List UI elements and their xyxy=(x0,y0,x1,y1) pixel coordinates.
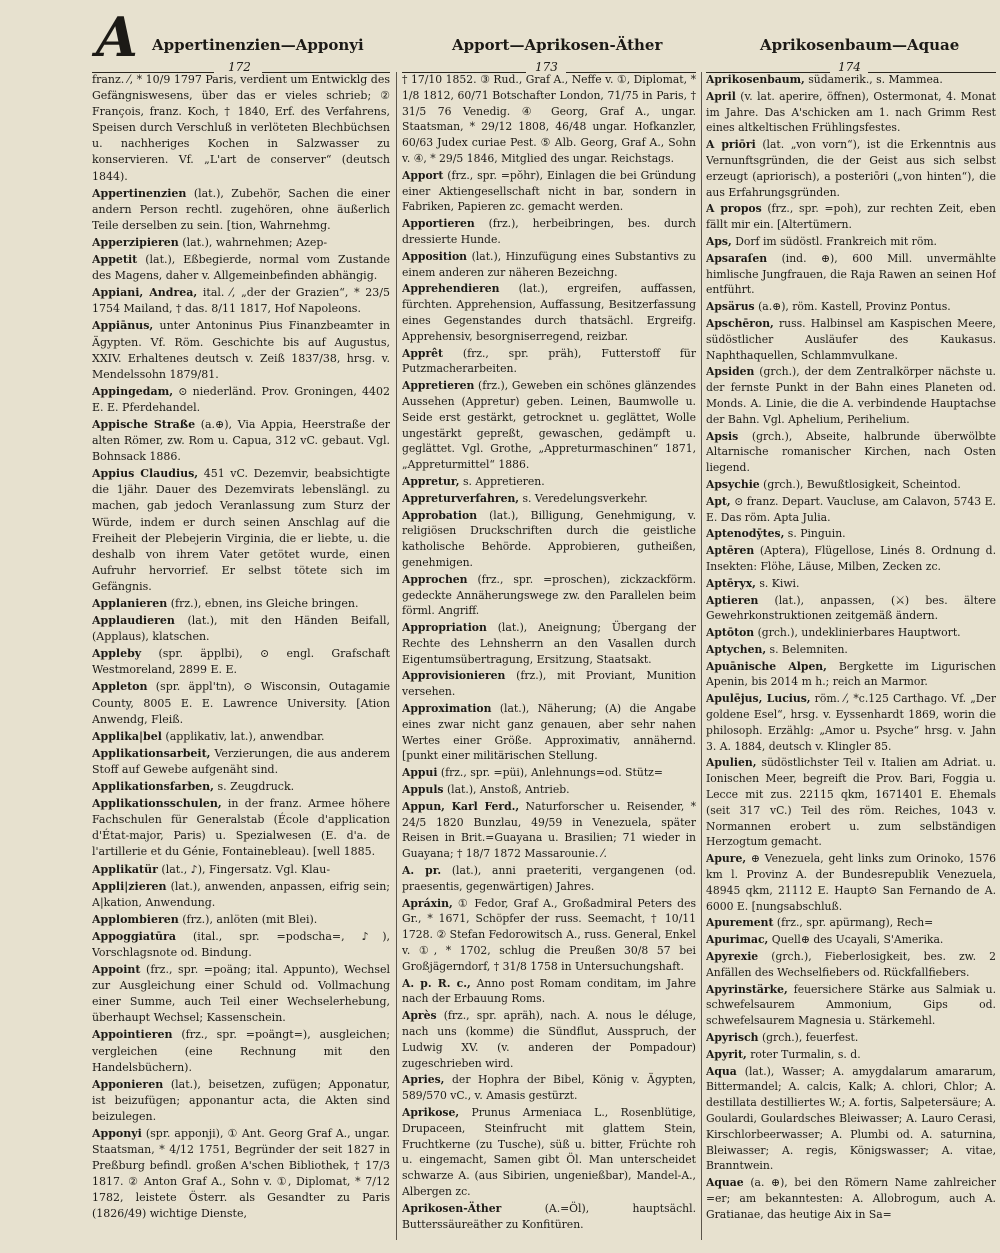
entry-definition: (lat.), wahrnehmen; Azep- xyxy=(182,235,328,249)
entry-definition: (grch.), Fieberlosigkeit, bes. zw. 2 Anfällen des Wechselfiebers od. Rückfallfiebers. xyxy=(706,950,996,979)
dictionary-entry xyxy=(92,862,390,878)
dictionary-entry xyxy=(706,201,996,233)
column-right xyxy=(706,72,996,1240)
entry-headword: Aquae xyxy=(706,1176,744,1190)
right-running-head: Aprikosenbaum—Aquae xyxy=(760,36,960,54)
dictionary-entry xyxy=(402,668,696,700)
entry-definition: (spr. äppl'tn), ⊙ Wisconsin, Outagamie County, 8005 E. E. Lawrence University. [Ation Anwendg, Fleiß. xyxy=(92,680,390,726)
entry-definition: röm. ⁄, *c.125 Carthago. Vf. „Der goldene Esel“, hrsg. v. Eyssenhardt 1869, worin die philosoph. Erzählg: „Amor u. Psyche“ hrsg. v. Jahn 3. A. 1884, deutsch v. Klingler 85. xyxy=(706,692,996,753)
column-divider xyxy=(396,72,397,1240)
left-running-head: Appertinenzien—Apponyi xyxy=(152,36,364,54)
section-letter: A xyxy=(96,5,138,69)
entry-definition: (grch.), feuerfest. xyxy=(761,1031,859,1045)
dictionary-entry xyxy=(92,72,390,185)
entry-headword: Apsychie xyxy=(706,477,760,491)
entry-definition: (A.=Öl), hauptsächl. Butterssäureäther zu Konfitüren. xyxy=(402,1201,696,1231)
entry-definition: s. Pinguin. xyxy=(787,527,846,541)
dictionary-entry xyxy=(706,593,996,625)
entry-headword: Apt, xyxy=(706,494,731,508)
entry-headword: Apure, xyxy=(706,852,747,866)
entry-headword: Aptychen, xyxy=(706,642,767,656)
entry-definition: (lat.), Billigung, Genehmigung, v. religiösen Druckschriften durch die geistliche katholische Behörde. Approbieren, gutheißen, genehmigen. xyxy=(402,508,696,569)
dictionary-entry xyxy=(706,251,996,298)
dictionary-entry xyxy=(706,1064,996,1175)
entry-definition: Verzierungen, die aus anderem Stoff auf Gewebe aufgenäht sind. xyxy=(92,746,390,776)
entry-headword: Apprêt xyxy=(402,346,444,360)
dictionary-entry xyxy=(706,1030,996,1046)
entry-headword: Aptōton xyxy=(706,626,755,640)
entry-headword: Apries, xyxy=(402,1073,445,1087)
dictionary-entry xyxy=(402,782,696,798)
entry-headword: Aqua xyxy=(706,1064,737,1078)
entry-headword: Approximation xyxy=(402,702,492,716)
entry-definition: (lat.), anpassen, (⚔) bes. ältere Gewehrkonstruktionen zeitgemäß ändern. xyxy=(706,593,996,623)
dictionary-entry xyxy=(706,234,996,250)
dictionary-entry xyxy=(402,216,696,248)
entry-definition: s. Appretieren. xyxy=(462,474,545,488)
entry-definition: (grch.), Abseite, halbrunde überwölbte Altarnische romanischer Kirchen, nach Osten liegend. xyxy=(706,429,996,475)
entry-definition: (Aptera), Flügellose, Linés 8. Ordnung d. Insekten: Flöhe, Läuse, Milben, Zecken zc. xyxy=(706,544,996,573)
dictionary-entry xyxy=(402,1008,696,1071)
dictionary-entry xyxy=(706,659,996,691)
column-left xyxy=(92,72,390,1240)
entry-definition: (frz.), herbeibringen, bes. durch dressierte Hunde. xyxy=(402,217,696,246)
entry-definition: (grch.), undeklinierbares Hauptwort. xyxy=(757,626,961,640)
entry-headword: Apponieren xyxy=(92,1077,164,1091)
dictionary-entry xyxy=(706,625,996,641)
entry-definition: (grch.), Bewußtlosigkeit, Scheintod. xyxy=(763,477,961,491)
entry-headword: Appun, Karl Ferd., xyxy=(402,799,520,813)
entry-definition: Bergkette im Ligurischen Apenin, bis 2014 m h.; reich an Marmor. xyxy=(706,659,996,689)
entry-definition: roter Turmalin, s. d. xyxy=(750,1047,861,1061)
entry-headword: Apulējus, Lucius, xyxy=(706,692,811,706)
dictionary-entry xyxy=(92,746,390,778)
entry-definition: (lat.), anni praeteriti, vergangenen (od. praesentis, gegenwärtigen) Jahres. xyxy=(402,864,696,893)
entry-headword: Apport xyxy=(402,168,444,182)
dictionary-entry xyxy=(706,932,996,948)
entry-headword: Appreturverfahren, xyxy=(402,491,520,505)
dictionary-entry xyxy=(706,576,996,592)
page-number-center: 173 xyxy=(535,60,558,74)
entry-definition: Dorf im südöstl. Frankreich mit röm. xyxy=(735,234,937,248)
dictionary-entry xyxy=(92,318,390,382)
entry-definition: 451 vC. Dezemvir, beabsichtigte die 1jähr. Dauer des Dezemvirats lebenslängl. zu machen, gab jedoch Veranlassung zum Sturz der Würde, indem er durch seinen Anschlag auf die Freiheit der Plebejerin Virginia, die er liebte, u. die deshalb von ihrem Vater getötet wurde, einen Aufruhr hervorrief. Er selbst tötete sich im Gefängnis. xyxy=(92,467,390,593)
entry-definition: (spr. apponji), ① Ant. Georg Graf A., ungar. Staatsman, * 4/12 1751, Begründer der seit 1827 in Preßburg befindl. großen A'schen Bibliothek, † 17/3 1817. ② Anton Graf A., Sohn v. ①, Diplomat, * 7/12 1782, leistete Österr. als Gesandter zu Paris (1826/49) wichtige Dienste, xyxy=(92,1127,390,1221)
dictionary-entry xyxy=(706,642,996,658)
entry-definition: (frz., spr. apräh), nach. A. nous le déluge, nach uns (komme) die Sündflut, Ausspruch, der Ludwig XV. (v. anderen der Pompadour) zugeschrieben wird. xyxy=(402,1009,696,1070)
dictionary-entry xyxy=(92,384,390,416)
dictionary-entry xyxy=(706,364,996,427)
dictionary-entry xyxy=(92,186,390,234)
entry-headword: Aprikose, xyxy=(402,1106,460,1119)
entry-definition: (frz., spr. apürmang), Rech= xyxy=(776,916,934,930)
entry-headword: Appoggiatūra xyxy=(92,929,176,943)
entry-headword: Apsärus xyxy=(706,300,755,314)
entry-headword: Aptieren xyxy=(706,593,759,607)
entry-headword: Appointieren xyxy=(92,1028,173,1042)
entry-definition: (frz.), anlöten (mit Blei). xyxy=(182,912,318,926)
dictionary-entry xyxy=(402,249,696,281)
entry-definition: (lat. „von vorn“), ist die Erkenntnis aus Vernunftsgründen, die der Geist aus sich selbst erzeugt (apriorisch), a posteriōri („von hinten“), die aus Erfahrungsgründen. xyxy=(706,138,996,199)
entry-headword: Apsaraſen xyxy=(706,251,768,265)
page-number-left: 172 xyxy=(228,60,251,74)
entry-definition: (frz., spr. =poängt=), ausgleichen; vergleichen (eine Rechnung mit den Handelsbüchern). xyxy=(92,1028,390,1074)
entry-definition: (frz., spr. =püi), Anlehnungs=od. Stütz= xyxy=(440,766,663,780)
dictionary-entry xyxy=(706,429,996,476)
entry-definition: (a.⊕), röm. Kastell, Provinz Pontus. xyxy=(758,300,951,314)
entry-headword: A. p. R. c., xyxy=(402,976,471,990)
entry-headword: Apurimac, xyxy=(706,933,769,947)
entry-headword: Appingedam, xyxy=(92,384,174,398)
entry-headword: Apyrisch xyxy=(706,1031,759,1045)
dictionary-entry xyxy=(402,1105,696,1200)
entry-definition: (a.⊕), Via Appia, Heerstraße der alten Römer, zw. Rom u. Capua, 312 vC. gebaut. Vgl. Bohnsack 1886. xyxy=(92,417,390,464)
entry-headword: Applika|bel xyxy=(92,729,162,743)
entry-definition: (lat.), mit den Händen Beifall, (Applaus), klatschen. xyxy=(92,614,390,644)
entry-headword: Apperzipieren xyxy=(92,235,179,249)
entry-definition: (frz., spr. =proschen), zickzackförm. gedeckte Annäherungswege zw. den Parallelen beim förml. Angriff. xyxy=(402,572,696,618)
entry-definition: unter Antoninus Pius Finanzbeamter in Ägypten. Vf. Röm. Geschichte bis auf Augustus, XXIV. Erhaltenes deutsch v. Zeiß 1837/38, hrsg. v. Mendelssohn 1879/81. xyxy=(92,319,390,381)
dictionary-entry xyxy=(706,299,996,315)
dictionary-entry xyxy=(92,466,390,595)
dictionary-entry xyxy=(92,879,390,911)
entry-headword: Apulien, xyxy=(706,756,757,770)
entry-definition: russ. Halbinsel am Kaspischen Meere, südöstlicher Ausläufer des Kaukasus. Naphthaquellen, Schlammvulkane. xyxy=(706,316,996,362)
dictionary-entry xyxy=(92,417,390,465)
entry-headword: Approbation xyxy=(402,508,478,522)
entry-headword: Applombieren xyxy=(92,912,179,926)
entry-headword: Appropriation xyxy=(402,621,487,635)
entry-definition: Naturforscher u. Reisender, * 24/5 1820 Bunzlau, 49/59 in Venezuela, später Reisen in Brit.=Guayana u. Brasilien; 71 wieder in Guayana; † 18/7 1872 Massarounie. ⁄. xyxy=(402,799,696,861)
entry-definition: Prunus Armeniaca L., Rosenblütige, Drupaceen, Steinfrucht mit glattem Stein, Fruchtkerne (zu Tusche), süß u. bitter, Früchte roh u. eingemacht, Samen gibt Öl. Man unterscheidet schwarze A. (aus Sibirien, ungenießbar), Mandel-A., Albergen zc. xyxy=(402,1106,696,1198)
dictionary-entry xyxy=(402,572,696,619)
entry-headword: Apsiden xyxy=(706,365,755,379)
entry-headword: Apurement xyxy=(706,916,774,930)
entry-definition: (lat.), beisetzen, zufügen; Apponatur, ist beizufügen; apponantur acta, die Akten sind beizulegen. xyxy=(92,1077,390,1123)
entry-headword: Apuānische Alpen, xyxy=(706,659,827,673)
dictionary-entry xyxy=(402,799,696,862)
entry-headword: Appertinenzien xyxy=(92,186,187,200)
entry-definition: (frz., spr. =pŏhr), Einlagen die bei Gründung einer Aktiengesellschaft nicht in bar, sondern in Fabriken, Papieren zc. gemacht werden. xyxy=(402,168,696,214)
dictionary-entry xyxy=(706,1175,996,1222)
entry-headword: Appoint xyxy=(92,963,141,977)
entry-definition: Quell⊕ des Ucayali, S'Amerika. xyxy=(771,933,944,947)
entry-definition: ⊙ niederländ. Prov. Groningen, 4402 E. E. Pferdehandel. xyxy=(92,384,390,414)
entry-headword: Applikationsschulen, xyxy=(92,797,222,811)
entry-definition: (lat.), anwenden, anpassen, eifrig sein; A|kation, Anwendung. xyxy=(92,879,390,909)
entry-headword: Aptēryx, xyxy=(706,576,756,590)
entry-definition: (v. lat. aperire, öffnen), Ostermonat, 4. Monat im Jahre. Das A'schicken am 1. nach Grimm Rest eines altkeltischen Frühlingsfestes. xyxy=(706,89,996,135)
entry-headword: Appleton xyxy=(92,680,148,694)
dictionary-entry xyxy=(92,235,390,251)
entry-definition: (frz., spr. =poh), zur rechten Zeit, eben fällt mir ein. [Altertümern. xyxy=(706,202,996,232)
dictionary-entry xyxy=(706,477,996,493)
entry-headword: Appretieren xyxy=(402,379,475,393)
dictionary-entry xyxy=(92,613,390,645)
entry-headword: Appui xyxy=(402,766,438,780)
dictionary-entry xyxy=(706,543,996,575)
entry-definition: ital. ⁄, „der der Grazien“, * 23/5 1754 Mailand, † das. 8/11 1817, Hof Napoleons. xyxy=(92,286,390,316)
dictionary-entry xyxy=(402,168,696,215)
dictionary-entry xyxy=(92,285,390,317)
entry-definition: (a. ⊕), bei den Römern Name zahlreicher =er; am bekanntesten: A. Allobrogum, auch A. Gratianae, das heutige Aix in Sa= xyxy=(706,1176,996,1221)
dictionary-entry xyxy=(92,1126,390,1223)
entry-headword: Appretur, xyxy=(402,474,460,488)
entry-definition: südamerik., s. Mammea. xyxy=(808,73,943,86)
entry-headword: Aprikosen-Äther xyxy=(402,1201,502,1215)
entry-headword: April xyxy=(706,89,736,103)
entry-headword: Apyrexie xyxy=(706,950,759,964)
entry-headword: Approvisionieren xyxy=(402,669,506,683)
dictionary-entry xyxy=(706,72,996,88)
entry-headword: Apponyi xyxy=(92,1127,142,1140)
entry-headword: Aps, xyxy=(706,234,732,248)
dictionary-entry xyxy=(92,779,390,795)
entry-definition: (spr. äpplbi), ⊙ engl. Grafschaft Westmoreland, 2899 E. E. xyxy=(92,647,390,677)
entry-definition: (grch.), der dem Zentralkörper nächste u. der fernste Punkt in der Bahn eines Planeten od. Monds. A. Linie, die die A. verbindende Hauptachse der Bahn. Vgl. Aphelium, Perihelium. xyxy=(706,365,996,426)
entry-headword: Appleby xyxy=(92,647,142,661)
entry-headword: Appli|zieren xyxy=(92,879,167,893)
entry-headword: Apschēron, xyxy=(706,316,774,330)
entry-headword: Aptēren xyxy=(706,544,755,558)
dictionary-entry xyxy=(92,679,390,727)
dictionary-entry xyxy=(92,729,390,745)
dictionary-entry xyxy=(706,316,996,363)
dictionary-entry xyxy=(402,765,696,781)
entry-definition: s. Zeugdruck. xyxy=(217,780,295,794)
dictionary-entry xyxy=(92,912,390,928)
entry-definition: franz. ⁄, * 10/9 1797 Paris, verdient um Entwicklg des Gefängniswesens, über das er vieles schrieb; ② François, franz. Koch, † 1840, Erf. des Verfahrens, Speisen durch Verschluß in verlöteten Blechbüchsen u. nachheriges Kochen in Salzwasser zu konservieren. Vf. „L'art de conserver“ (deutsch 1844). xyxy=(92,73,390,183)
entry-headword: Appiānus, xyxy=(92,319,154,333)
dictionary-entry xyxy=(706,949,996,981)
dictionary-entry xyxy=(92,929,390,961)
dictionary-entry xyxy=(402,1201,696,1233)
dictionary-entry xyxy=(402,976,696,1008)
entry-headword: Après xyxy=(402,1009,437,1023)
entry-headword: Aptenodȳtes, xyxy=(706,527,785,541)
dictionary-entry xyxy=(402,474,696,490)
dictionary-entry xyxy=(706,851,996,914)
entry-headword: Applaudieren xyxy=(92,614,175,628)
entry-headword: A. pr. xyxy=(402,864,442,878)
entry-definition: (lat.), Näherung; (A) die Angabe eines zwar nicht ganz genauen, aber sehr nahen Wertes einer Größe. Approximativ, annähernd. [punkt einer militärischen Stellung. xyxy=(402,702,696,763)
dictionary-entry xyxy=(706,89,996,136)
entry-definition: (frz.), ebnen, ins Gleiche bringen. xyxy=(170,597,359,610)
page-header xyxy=(0,5,1000,74)
dictionary-entry xyxy=(92,1077,390,1125)
dictionary-entry xyxy=(706,915,996,931)
entry-headword: Appiani, Andrea, xyxy=(92,286,198,300)
entry-headword: Applikationsfarben, xyxy=(92,780,214,794)
dictionary-entry xyxy=(402,620,696,667)
dictionary-entry xyxy=(706,982,996,1029)
center-running-head: Apport—Aprikosen-Äther xyxy=(452,36,663,54)
dictionary-entry xyxy=(706,755,996,850)
entry-definition: ① Fedor, Graf A., Großadmiral Peters des Gr., * 1671, Schöpfer der russ. Seemacht, † 10/11 1728. ② Stefan Fedorowitsch A., russ. General, Enkel v. ①, * 1702, schlug die Preußen 30/8 57 bei Großjägerndorf, † 31/8 1758 in Untersuchungshaft. xyxy=(402,896,696,973)
entry-definition: † 17/10 1852. ③ Rud., Graf A., Neffe v. ①, Diplomat, * 1/8 1812, 60/71 Botschafter London, 71/75 in Paris, † 31/5 76 Venedig. ④ Georg, Graf A., ungar. Staatsman, * 29/12 1808, 46/48 ungar. Hofkanzler, 60/63 Judex curiae Pest. ⑤ Alb. Georg, Graf A., Sohn v. ④, * 29/5 1846, Mitglied des ungar. Reichstags. xyxy=(402,73,696,165)
entry-headword: Applikationsarbeit, xyxy=(92,746,211,760)
dictionary-entry xyxy=(92,596,390,612)
entry-definition: s. Kiwi. xyxy=(759,576,800,590)
entry-definition: (ital., spr. =podscha=, ♪), Vorschlagsnote od. Bindung. xyxy=(92,929,390,959)
entry-definition: (lat.), Zubehör, Sachen die einer andern Person rechtl. zugehören, ohne äußerlich Teile derselben zu sein. [tion, Wahrnehmg. xyxy=(92,186,390,232)
dictionary-entry xyxy=(706,526,996,542)
entry-definition: (lat.), Hinzufügung eines Substantivs zu einem anderen zur näheren Bezeichng. xyxy=(402,249,696,279)
entry-definition: (lat.), Aneignung; Übergang der Rechte des Lehnsherrn an den Vasallen durch Eigentumsübertragung, Ersitzung, Staatsakt. xyxy=(402,621,696,666)
dictionary-entry xyxy=(402,896,696,975)
entry-headword: Apportieren xyxy=(402,217,475,231)
column-center xyxy=(402,72,696,1240)
dictionary-entry xyxy=(706,691,996,754)
entry-headword: A priōri xyxy=(706,138,756,152)
dictionary-entry xyxy=(402,72,696,167)
entry-definition: (lat., ♪), Fingersatz. Vgl. Klau- xyxy=(161,862,331,876)
dictionary-entry xyxy=(402,491,696,507)
entry-headword: Apprehendieren xyxy=(402,282,500,296)
entry-headword: Apyrinstärke, xyxy=(706,982,788,996)
dictionary-entry xyxy=(402,378,696,473)
dictionary-entry xyxy=(402,701,696,764)
entry-definition: (ind. ⊕), 600 Mill. unvermählte himlische Jungfrauen, die Raja Rawen an seinen Hof entführt. xyxy=(706,251,996,297)
entry-headword: Applikatür xyxy=(92,862,158,876)
dictionary-entry xyxy=(402,508,696,571)
entry-definition: ⊙ franz. Depart. Vaucluse, am Calavon, 5743 E. E. Das röm. Apta Julia. xyxy=(706,494,996,524)
dictionary-entry xyxy=(92,1027,390,1075)
dictionary-entry xyxy=(402,281,696,344)
dictionary-entry xyxy=(706,494,996,526)
entry-definition: südöstlichster Teil v. Italien am Adriat. u. Ionischen Meer, begreift die Prov. Bari, Foggia u. Lecce mit zus. 22115 qkm, 1671401 E. Ehemals (seit 317 vC.) Teil des röm. Reiches, 1043 v. Normannen erobert u. zum selbständigen Herzogtum gemacht. xyxy=(706,756,996,849)
dictionary-entry xyxy=(92,646,390,678)
entry-headword: Appius Claudius, xyxy=(92,467,199,481)
entry-definition: (frz.), mit Proviant, Munition versehen. xyxy=(402,669,696,699)
dictionary-entry xyxy=(402,863,696,895)
dictionary-entry xyxy=(92,962,390,1026)
dictionary-entry xyxy=(706,137,996,200)
entry-definition: s. Veredelungsverkehr. xyxy=(522,491,648,505)
entry-definition: (frz., spr. =poäng; ital. Appunto), Wechsel zur Ausgleichung einer Schuld od. Vollmachung einer Summe, auch Teil einer Wechselerhebung, überhaupt Wechsel; Kassenschein. xyxy=(92,963,390,1025)
dictionary-entry xyxy=(402,1072,696,1104)
entry-headword: Apposition xyxy=(402,249,467,263)
column-divider xyxy=(701,72,702,1240)
entry-definition: s. Belemniten. xyxy=(769,642,848,656)
entry-headword: Apsis xyxy=(706,429,739,443)
entry-headword: Apyrit, xyxy=(706,1047,747,1061)
entry-definition: ⊕ Venezuela, geht links zum Orinoko, 1576 km l. Provinz A. der Bundesrepublik Venezuela, 48945 qkm, 21112 E. Haupt⊙ San Fernando de A. 6000 E. [nungsabschluß. xyxy=(706,852,996,913)
entry-definition: der Hophra der Bibel, König v. Ägypten, 589/570 vC., v. Amasis gestürzt. xyxy=(402,1073,696,1103)
entry-headword: Aprikosenbaum, xyxy=(706,73,805,86)
entry-headword: Apráxin, xyxy=(402,896,453,910)
entry-definition: feuersichere Stärke aus Salmiak u. schwefelsaurem Ammonium, Gips od. schwefelsaurem Magnesia u. Stärkemehl. xyxy=(706,982,996,1028)
entry-definition: (lat.), ergreifen, auffassen, fürchten. Apprehension, Auffassung, Besitzerfassung eines Gegenstandes durch thatsächl. Ergreifg. Apprehensiv, besorgniserregend, reizbar. xyxy=(402,282,696,343)
entry-definition: (frz., spr. präh), Futterstoff für Putzmacherarbeiten. xyxy=(402,346,696,376)
entry-definition: (applikativ, lat.), anwendbar. xyxy=(165,729,325,743)
entry-definition: (lat.), Eßbegierde, normal vom Zustande des Magens, daher v. Allgemeinbefinden abhängig. xyxy=(92,253,390,283)
dictionary-entry xyxy=(706,1047,996,1063)
entry-definition: (frz.), Geweben ein schönes glänzendes Aussehen (Appretur) geben. Leinen, Baumwolle u. Seide erst gestärkt, getrocknet u. geglättet, Wolle ungestärkt gepreßt, gewaschen, gedämpft u. geglättet. Vgl. Grothe, „Appreturmaschinen“ 1871, „Appreturmittel“ 1886. xyxy=(402,379,696,472)
entry-definition: in der franz. Armee höhere Fachschulen für Generalstab (École d'application d'État-major, Paris) u. Spezialwesen (E. d'a. de l'artillerie et du Génie, Fontainebleau). [well 1885. xyxy=(92,797,390,859)
dictionary-entry xyxy=(92,252,390,284)
entry-definition: (lat.), Anstoß, Antrieb. xyxy=(446,783,570,797)
entry-headword: A propos xyxy=(706,202,762,216)
dictionary-entry xyxy=(402,346,696,378)
entry-headword: Appetit xyxy=(92,253,138,267)
entry-headword: Appuls xyxy=(402,783,444,797)
dictionary-entry xyxy=(92,796,390,860)
entry-definition: (lat.), Wasser; A. amygdalarum amararum, Bittermandel; A. calcis, Kalk; A. chlori, Chlor; A. destillata destilliertes W.; A. fortis, Salpetersäure; A. Goulardi, Goulardsches Bleiwasser; A. Lauro Cerasi, Kirschlorbeerwasser; A. Plumbi od. A. saturnina, Bleiwasser; A. regis, Königswasser; A. vitae, Branntwein. xyxy=(706,1064,996,1173)
entry-headword: Approchen xyxy=(402,572,468,586)
entry-headword: Appische Straße xyxy=(92,417,196,431)
page-number-right: 174 xyxy=(838,60,861,74)
entry-definition: Anno post Romam conditam, im Jahre nach der Erbauung Roms. xyxy=(402,976,696,1006)
entry-headword: Applanieren xyxy=(92,597,168,610)
